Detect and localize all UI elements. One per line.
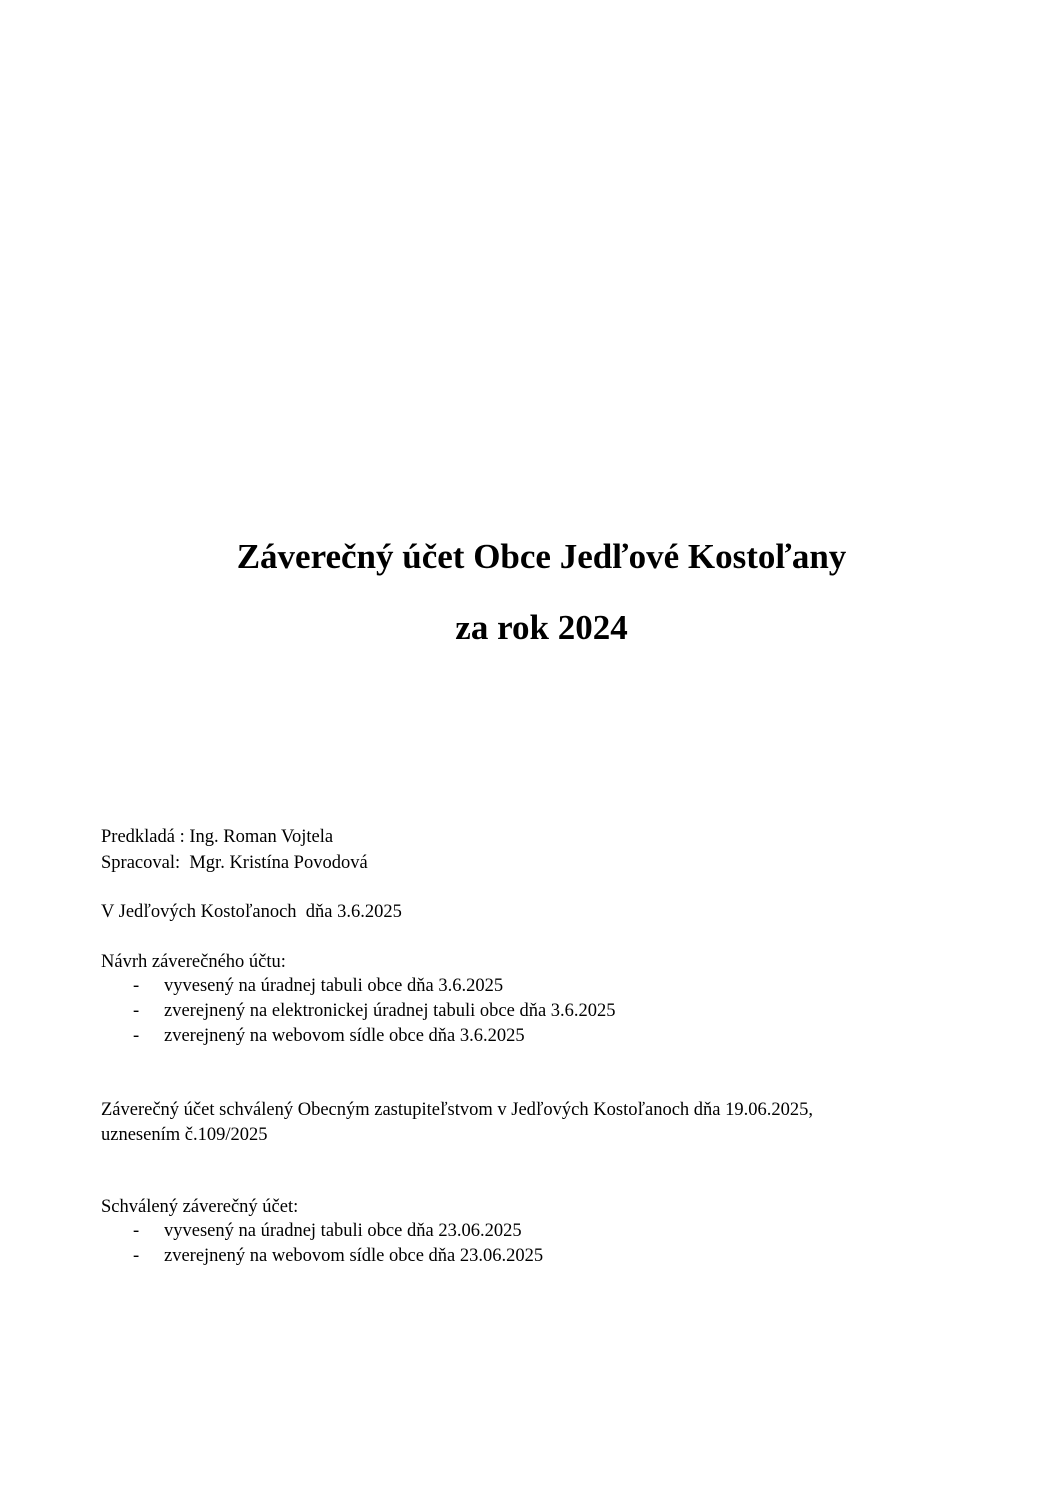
- list-bullet: -: [133, 1246, 140, 1266]
- list-bullet: -: [133, 976, 140, 996]
- draft-item-2: zverejnený na elektronickej úradnej tabuli obce dňa 3.6.2025: [164, 1001, 616, 1021]
- document-title: Záverečný účet Obce Jedľové Kostoľany: [236, 537, 847, 576]
- place-date: V Jedľových Kostoľanoch dňa 3.6.2025: [101, 902, 402, 922]
- approval-statement: Záverečný účet schválený Obecným zastupiteľstvom v Jedľových Kostoľanoch dňa 19.06.2025,: [101, 1100, 813, 1120]
- approved-item-2: zverejnený na webovom sídle obce dňa 23.06.2025: [164, 1246, 544, 1266]
- approved-item-1: vyvesený na úradnej tabuli obce dňa 23.06.2025: [164, 1221, 522, 1241]
- approval-resolution: uznesením č.109/2025: [101, 1125, 268, 1145]
- draft-item-1: vyvesený na úradnej tabuli obce dňa 3.6.2025: [164, 976, 504, 996]
- list-bullet: -: [133, 1221, 140, 1241]
- submitted-by: Predkladá : Ing. Roman Vojtela: [101, 827, 334, 847]
- prepared-by: Spracoval: Mgr. Kristína Povodová: [101, 853, 368, 873]
- approved-heading: Schválený záverečný účet:: [101, 1197, 299, 1217]
- list-bullet: -: [133, 1026, 140, 1046]
- draft-item-3: zverejnený na webovom sídle obce dňa 3.6.2025: [164, 1026, 525, 1046]
- document-subtitle-year: za rok 2024: [455, 608, 628, 647]
- list-bullet: -: [133, 1001, 140, 1021]
- draft-heading: Návrh záverečného účtu:: [101, 952, 286, 972]
